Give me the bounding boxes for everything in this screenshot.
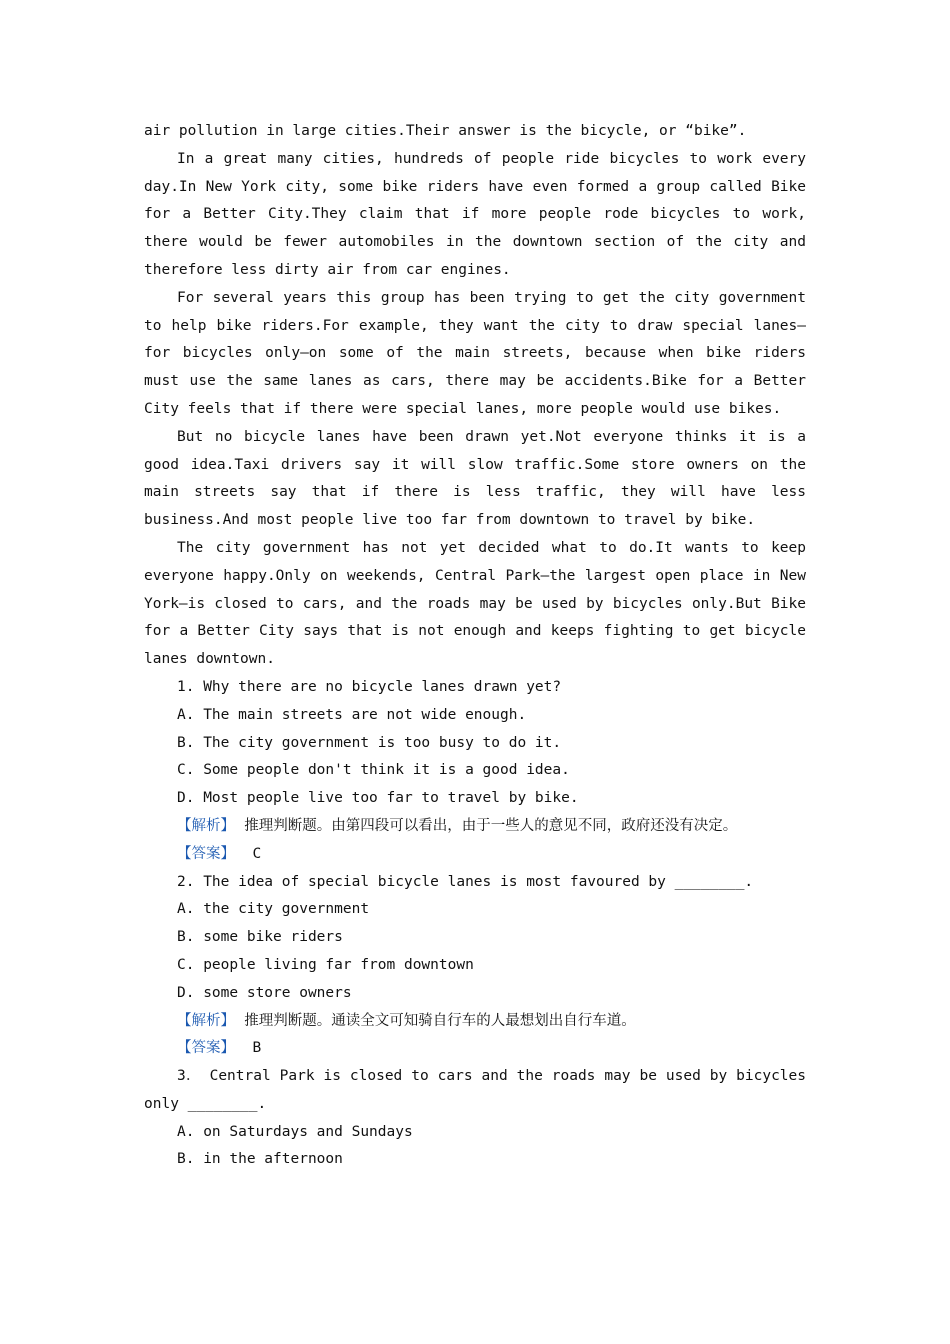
answer-label: 【答案】: [177, 1040, 235, 1057]
question-2-stem: 2. The idea of special bicycle lanes is most favoured by ________.: [177, 873, 754, 890]
question-1-answer: [144, 841, 806, 869]
passage-paragraph-2: For several years this group has been trying to get the city government to help bike riders.For example, they want the city to draw special lanes—for bicycles only—on some of the main streets, because when bike riders must use the same lanes as cars, there may be accidents.Bike for a Better City feels that if there were special lanes, more people would use bikes.: [144, 289, 806, 417]
analysis-label: 【解析】: [177, 1012, 235, 1029]
question-2-option-d: D. some store owners: [177, 984, 352, 1001]
analysis-label: 【解析】: [177, 817, 235, 834]
question-3-option-b: B. in the afternoon: [177, 1151, 343, 1168]
answer-label: 【答案】: [177, 845, 235, 862]
analysis-text: 推理判断题。由第四段可以看出，由于一些人的意见不同，政府还没有决定。: [244, 817, 738, 834]
passage-paragraph-0: air pollution in large cities.Their answer is the bicycle, or “bike”.: [144, 123, 747, 139]
passage-paragraph-3: But no bicycle lanes have been drawn yet.Not everyone thinks it is a good idea.Taxi drivers say it will slow traffic.Some store owners on the main streets say that if there is less traffic, they will have less business.And most people live too far from downtown to travel by bike.: [144, 428, 806, 529]
passage-paragraph-4: The city government has not yet decided what to do.It wants to keep everyone happy.Only on weekends, Central Park—the largest open place in New York—is closed to cars, and the roads may be used by bicycles only.But Bike for a Better City says that is not enough and keeps fighting to get bicycle lanes downtown.: [144, 539, 806, 668]
question-2-option-a: A. the city government: [177, 901, 370, 918]
answer-value: B: [252, 1040, 262, 1057]
question-2: [144, 869, 806, 1064]
question-2-analysis: [144, 1008, 806, 1036]
question-1-option-b: B. The city government is too busy to do it.: [177, 734, 562, 751]
question-2-option-c: C. people living far from downtown: [177, 956, 474, 973]
question-3-option-a: A. on Saturdays and Sundays: [177, 1123, 413, 1140]
question-1-option-a: A. The main streets are not wide enough.: [177, 706, 527, 723]
question-3-stem: 3． Central Park is closed to cars and the roads may be used by bicycles only ________.: [144, 1068, 806, 1112]
answer-value: C: [252, 845, 262, 862]
question-3: [144, 1063, 806, 1174]
question-2-answer: [144, 1035, 806, 1063]
question-1-option-d: D. Most people live too far to travel by bike.: [177, 790, 579, 807]
document-page: [144, 118, 806, 1174]
question-1-analysis: [144, 813, 806, 841]
analysis-text: 推理判断题。通读全文可知骑自行车的人最想划出自行车道。: [244, 1012, 636, 1029]
passage-paragraph-1: In a great many cities, hundreds of people ride bicycles to work every day.In New York city, some bike riders have even formed a group called Bike for a Better City.They claim that if more people rode bicycles to work, there would be fewer automobiles in the downtown section of the city and therefore less dirty air from car engines.: [144, 150, 806, 278]
question-1-option-c: C. Some people don't think it is a good idea.: [177, 762, 570, 779]
question-2-option-b: B. some bike riders: [177, 929, 343, 946]
question-1-stem: 1. Why there are no bicycle lanes drawn yet?: [177, 678, 562, 695]
question-1: [144, 674, 806, 869]
